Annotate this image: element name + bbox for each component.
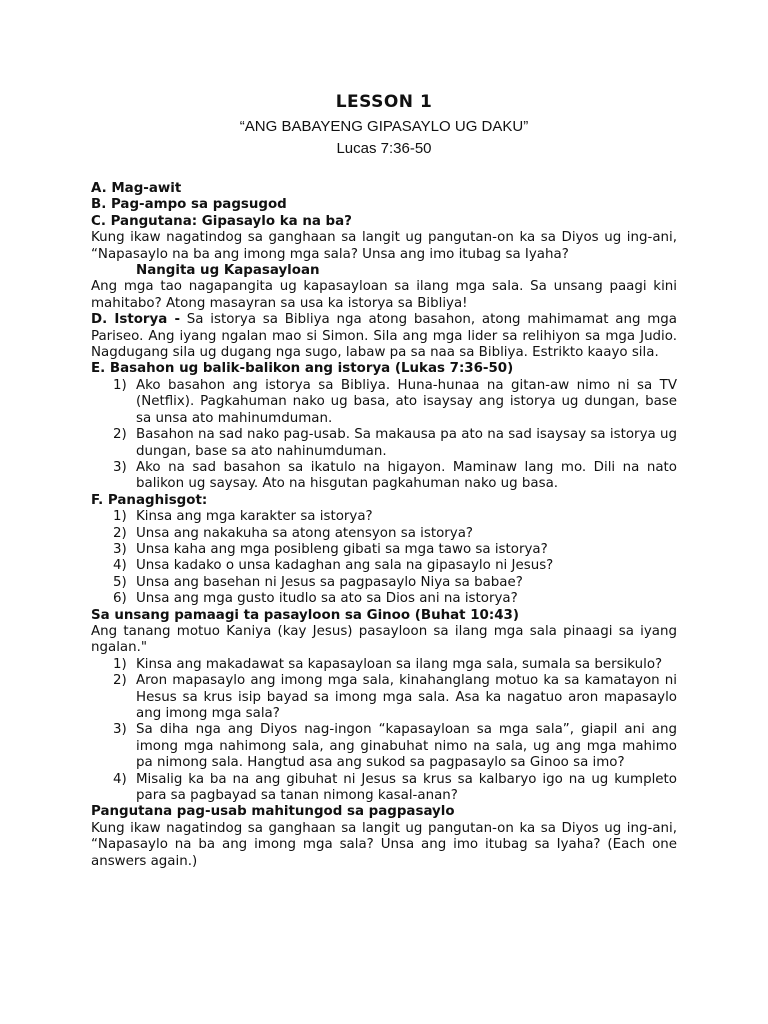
list-item-text: Aron mapasaylo ang imong mga sala, kinahanglang motuo ka sa kamatayon ni Hesus sa krus isip bayad sa imong mga sala. Asa ka nagatuo aron mapasaylo ang imong mga sala?: [136, 673, 677, 721]
list-item-text: Kinsa ang mga karakter sa istorya?: [136, 509, 373, 525]
list-item-text: Misalig ka ba na ang gibuhat ni Jesus sa krus sa kalbaryo igo na ug kumpleto para sa pagbayad sa tanan nimong kasal-anan?: [136, 771, 677, 804]
nangita-paragraph: Ang mga tao nagapangita ug kapasayloan sa ilang mga sala. Sa unsang paagi kini mahitabo? Atong masayran sa usa ka istorya sa Bibliya!: [91, 279, 677, 311]
list-item-number: 1): [113, 509, 127, 525]
section-h-paragraph: Kung ikaw nagatindog sa ganghaan sa langit ug pangutan-on ka sa Diyos ug ing-ani, “Napasaylo na ba ang imong mga sala? Unsa ang imo itubag sa Iyaha? (Each one answers again.): [91, 820, 677, 869]
list-item-number: 2): [113, 427, 127, 443]
section-a-heading: A. Mag-awit: [91, 181, 182, 196]
subheading-nangita: Nangita ug Kapasayloan: [136, 263, 320, 279]
page-title: LESSON 1: [335, 92, 433, 112]
list-item-number: 4): [113, 771, 127, 787]
list-item-text: Unsa kaha ang mga posibleng gibati sa mga tawo sa istorya?: [136, 541, 548, 557]
list-item-text: Basahon na sad nako pag-usab. Sa makausa pa ato na sad isaysay sa istorya ug dungan, base sa ato nahinumduman.: [136, 427, 677, 459]
list-item-text: Unsa ang nakakuha sa atong atensyon sa istorya?: [136, 525, 474, 541]
scripture-reference: Lucas 7:36-50: [336, 140, 432, 157]
list-item-number: 2): [113, 673, 127, 689]
list-item-text: Unsa ang basehan ni Jesus sa pagpasaylo Niya sa babae?: [136, 574, 523, 590]
list-item: [91, 460, 677, 493]
list-item-text: Kinsa ang makadawat sa kapasayloan sa ilang mga sala, sumala sa bersikulo?: [136, 656, 663, 672]
list-item-number: 6): [113, 591, 127, 607]
section-g-paragraph: Ang tanang motuo Kaniya (kay Jesus) pasayloon sa ilang mga sala pinaagi sa iyang ngalan.": [91, 623, 677, 656]
list-item-number: 3): [113, 541, 127, 557]
list-item-number: 3): [113, 722, 127, 738]
section-e-list: [91, 378, 677, 493]
section-f-list: [91, 509, 677, 607]
section-h-heading: Pangutana pag-usab mahitungod sa pagpasaylo: [91, 804, 455, 820]
list-item: [91, 427, 677, 460]
section-d-label: D. Istorya -: [91, 312, 181, 328]
list-item-number: 1): [113, 377, 127, 393]
list-item: [91, 526, 677, 542]
section-b-heading: B. Pag-ampo sa pagsugod: [91, 197, 287, 213]
list-item: [91, 657, 677, 673]
list-item: [91, 673, 677, 722]
list-item: [91, 378, 677, 427]
list-item-number: 4): [113, 558, 127, 574]
list-item: [91, 575, 677, 591]
lesson-subtitle: “ANG BABAYENG GIPASAYLO UG DAKU”: [239, 118, 529, 135]
list-item-text: Ako basahon ang istorya sa Bibliya. Huna-hunaa na gitan-aw nimo ni sa TV (Netflix). Pagkahuman nako ug basa, ato isaysay ang istorya ug dungan, base sa unsa ato mahinumduman.: [136, 377, 677, 426]
section-g-heading: Sa unsang pamaagi ta pasayloon sa Ginoo (Buhat 10:43): [91, 607, 519, 623]
list-item-text: Unsa kadako o unsa kadaghan ang sala na gipasaylo ni Jesus?: [136, 558, 554, 574]
section-e-heading: E. Basahon ug balik-balikon ang istorya (Lukas 7:36-50): [91, 361, 514, 377]
section-f-heading: F. Panaghisgot:: [91, 492, 208, 508]
list-item-text: Ako na sad basahon sa ikatulo na higayon. Maminaw lang mo. Dili na nato balikon ug saysay. Ato na hisgutan pagkahuman nako ug basa.: [136, 459, 677, 492]
section-d-text: Sa istorya sa Bibliya nga atong basahon, atong mahimamat ang mga Pariseo. Ang iyang ngalan mao si Simon. Sila ang mga lider sa relihiyon sa mga Judio. Nagdugang sila ug dugang nga sugo, labaw pa sa naa sa Bibliya. Estrikto kaayo sila.: [91, 312, 677, 361]
list-item-number: 1): [113, 656, 127, 672]
list-item-number: 3): [113, 459, 127, 475]
list-item: [91, 772, 677, 805]
list-item: [91, 542, 677, 558]
section-c-paragraph: Kung ikaw nagatindog sa ganghaan sa langit ug pangutan-on ka sa Diyos ug ing-ani, “Napasaylo na ba ang imong mga sala? Unsa ang imo itubag sa Iyaha?: [91, 230, 677, 262]
list-item: [91, 509, 677, 525]
list-item: [91, 591, 677, 607]
section-g-list: [91, 657, 677, 805]
section-c-heading: C. Pangutana: Gipasaylo ka na ba?: [91, 213, 352, 229]
list-item-number: 5): [113, 574, 127, 590]
lesson-body: [91, 181, 677, 870]
list-item: [91, 722, 677, 771]
list-item: [91, 558, 677, 574]
section-d-paragraph: [91, 312, 677, 361]
list-item-text: Sa diha nga ang Diyos nag-ingon “kapasayloan sa mga sala”, giapil ani ang imong mga nahimong sala, ang ginabuhat nimo na sala, ug ang mga mahimo pa nimong sala. Hangtud asa ang sukod sa pagpasaylo sa Ginoo sa imo?: [136, 722, 677, 771]
list-item-number: 2): [113, 525, 127, 541]
list-item-text: Unsa ang mga gusto itudlo sa ato sa Dios ani na istorya?: [136, 591, 518, 607]
